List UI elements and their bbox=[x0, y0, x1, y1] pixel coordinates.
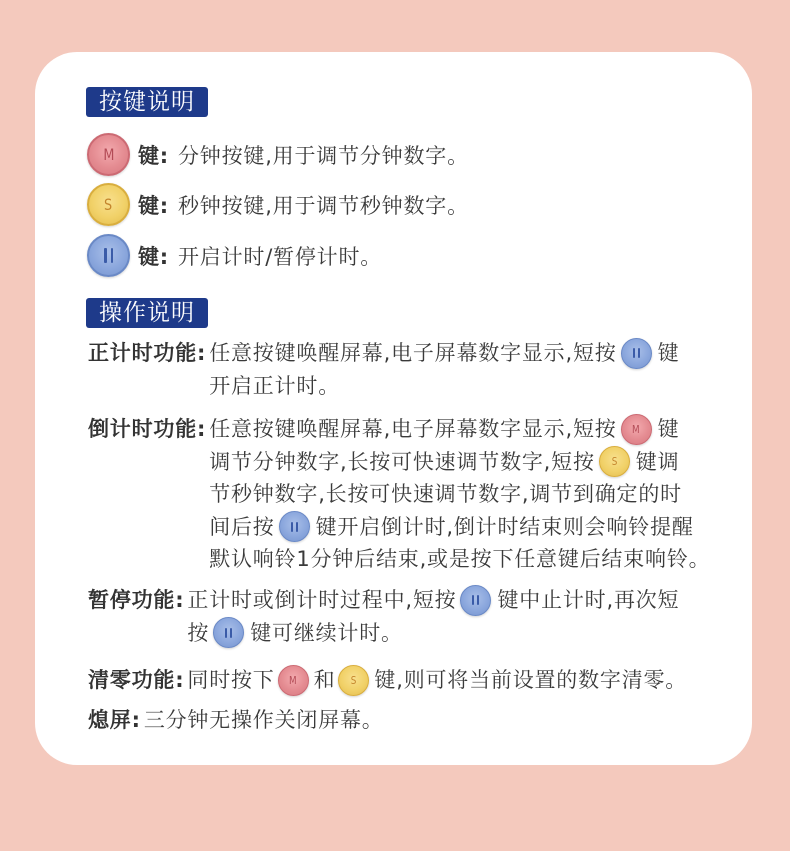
operation-label: 暂停功能: bbox=[88, 588, 185, 612]
instruction-card bbox=[35, 52, 752, 765]
operation-line bbox=[187, 617, 679, 650]
operation-item-screen-off bbox=[88, 704, 384, 737]
operation-text: 正计时或倒计时过程中,短按 bbox=[187, 588, 457, 612]
operation-text: 默认响铃1分钟后结束,或是按下任意键后结束响铃。 bbox=[209, 547, 711, 571]
operation-item-count-up bbox=[88, 337, 679, 402]
minute-button-icon bbox=[87, 133, 130, 176]
operation-description bbox=[187, 584, 679, 649]
second-button-icon bbox=[599, 446, 630, 477]
pause-symbol bbox=[224, 628, 234, 638]
operation-text: 键调 bbox=[635, 449, 680, 474]
operation-line bbox=[209, 413, 710, 446]
pause-bar bbox=[638, 348, 640, 358]
pause-bar bbox=[291, 522, 293, 532]
second-button-letter: S bbox=[351, 673, 357, 687]
operation-description bbox=[187, 664, 687, 697]
operation-label: 正计时功能: bbox=[88, 341, 207, 365]
key-label: 键: bbox=[138, 244, 169, 269]
start-pause-button-icon bbox=[460, 585, 491, 616]
operation-label: 清零功能: bbox=[88, 668, 185, 692]
operation-text: 三分钟无操作关闭屏幕。 bbox=[143, 708, 384, 732]
operation-line bbox=[209, 446, 710, 479]
key-description: 开启计时/暂停计时。 bbox=[178, 244, 383, 269]
operation-label: 熄屏: bbox=[88, 708, 141, 732]
operation-item-pause bbox=[88, 584, 679, 649]
operation-text: 键可继续计时。 bbox=[250, 620, 403, 645]
operation-text: 和 bbox=[313, 668, 336, 692]
operation-label: 倒计时功能: bbox=[88, 417, 207, 441]
key-item-minute bbox=[87, 133, 469, 176]
pause-bar bbox=[111, 248, 114, 263]
operation-line bbox=[187, 584, 679, 617]
key-item-start-pause bbox=[87, 234, 382, 277]
minute-button-icon bbox=[621, 414, 652, 445]
key-label: 键: bbox=[138, 143, 169, 168]
pause-bar bbox=[633, 348, 635, 358]
second-button-icon bbox=[87, 183, 130, 226]
operation-text: 任意按键唤醒屏幕,电子屏幕数字显示,短按 bbox=[209, 341, 617, 365]
operation-description bbox=[209, 337, 679, 402]
operation-text: 键 bbox=[657, 341, 680, 365]
minute-button-letter: M bbox=[632, 422, 640, 436]
pause-symbol bbox=[289, 522, 299, 532]
second-button-letter: S bbox=[104, 194, 113, 214]
key-item-second bbox=[87, 183, 469, 226]
pause-bar bbox=[472, 595, 474, 605]
start-pause-button-icon bbox=[279, 511, 310, 542]
operation-line bbox=[209, 337, 679, 370]
operation-line bbox=[187, 664, 687, 697]
operation-text: 键开启倒计时,倒计时结束则会响铃提醒 bbox=[315, 514, 694, 539]
key-description: 秒钟按键,用于调节秒钟数字。 bbox=[178, 193, 469, 218]
pause-bar bbox=[104, 248, 107, 263]
operation-text: 同时按下 bbox=[187, 668, 275, 692]
key-section-title: 按键说明 bbox=[86, 87, 208, 117]
pause-symbol bbox=[471, 595, 481, 605]
operation-text: 键中止计时,再次短 bbox=[497, 588, 680, 612]
operation-text: 键 bbox=[657, 417, 680, 441]
pause-symbol bbox=[631, 348, 641, 358]
start-pause-button-icon bbox=[621, 338, 652, 369]
operation-item-countdown bbox=[88, 413, 710, 576]
key-label: 键: bbox=[138, 193, 169, 218]
operation-text: 任意按键唤醒屏幕,电子屏幕数字显示,短按 bbox=[209, 417, 617, 441]
operation-description bbox=[209, 413, 710, 576]
start-pause-button-icon bbox=[213, 617, 244, 648]
pause-bar bbox=[230, 628, 232, 638]
operation-text: 节秒钟数字,长按可快速调节数字,调节到确定的时 bbox=[209, 482, 682, 506]
operation-text: 键,则可将当前设置的数字清零。 bbox=[374, 668, 688, 692]
second-button-letter: S bbox=[611, 455, 618, 469]
pause-bar bbox=[296, 522, 298, 532]
operation-line bbox=[209, 370, 679, 403]
operation-line bbox=[144, 704, 384, 737]
pause-bar bbox=[477, 595, 479, 605]
operation-description bbox=[144, 704, 384, 737]
operation-text: 开启正计时。 bbox=[209, 373, 341, 398]
pause-bar bbox=[225, 628, 227, 638]
operation-line bbox=[209, 478, 710, 511]
minute-button-letter: M bbox=[102, 144, 115, 164]
second-button-icon bbox=[338, 665, 369, 696]
operation-line bbox=[209, 511, 710, 544]
operation-line bbox=[209, 543, 710, 576]
minute-button-letter: M bbox=[289, 673, 297, 687]
operation-text: 按 bbox=[187, 620, 210, 645]
key-description: 分钟按键,用于调节分钟数字。 bbox=[178, 143, 469, 168]
operation-section-title: 操作说明 bbox=[86, 298, 208, 328]
minute-button-icon bbox=[278, 665, 309, 696]
pause-symbol bbox=[102, 248, 115, 263]
start-pause-button-icon bbox=[87, 234, 130, 277]
operation-text: 调节分钟数字,长按可快速调节数字,短按 bbox=[209, 449, 595, 474]
operation-item-reset bbox=[88, 664, 687, 697]
operation-text: 间后按 bbox=[209, 514, 275, 539]
